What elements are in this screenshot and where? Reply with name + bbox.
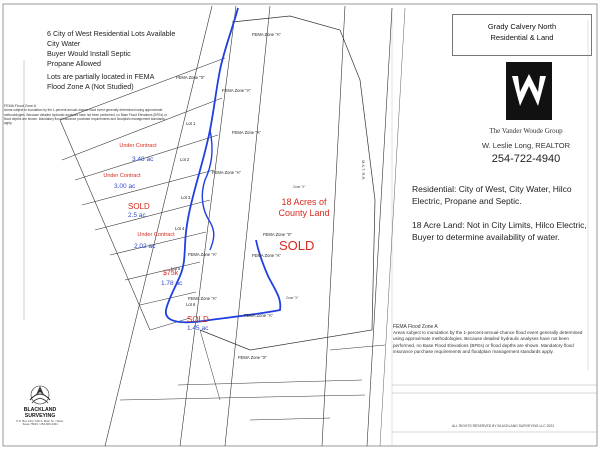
zone-label: Zone "X" <box>286 296 299 300</box>
surveyor-name-line: BLACKLAND <box>23 407 57 413</box>
lot-status: Under Contract <box>103 173 141 179</box>
surveyor-name-line: SURVEYING <box>24 413 56 419</box>
lot-status: SOLD <box>187 315 209 324</box>
lot-status: Under Contract <box>119 143 157 149</box>
fema-flood-line-branch <box>202 130 214 250</box>
page-subtitle: Residential & Land <box>490 33 554 42</box>
lot-acres: 2.02 ac <box>134 243 156 250</box>
vander-woude-logo <box>506 62 552 120</box>
zone-label: FEMA Zone "A" <box>244 313 274 318</box>
fema-notice-heading: FEMA Flood Zone A <box>393 324 438 330</box>
fema-notice-right <box>393 324 589 355</box>
lot-label: Lot 3 <box>181 195 191 200</box>
county-land-status: SOLD <box>279 238 315 253</box>
parcel-lines <box>120 330 385 420</box>
county-land-label <box>272 197 336 219</box>
zone-label: FEMA Zone "A" <box>252 253 282 258</box>
info-line: Propane Allowed <box>47 59 101 68</box>
lot-label: Lot 1 <box>186 121 196 126</box>
fema-flood-line <box>166 8 280 322</box>
zone-label: FEMA Zone "A" <box>212 170 242 175</box>
zone-label: FEMA Zone "A" <box>232 130 262 135</box>
county-land-title: 18 Acres of <box>281 197 327 207</box>
fema-notice-body: Areas subject to inundation by the 1-percent-annual-chance flood event generally determined using approximate methodologies. Because detailed hydraulic analyses have not been performed, no Base Flood Elevations (BFEs) or flood depths are shown. Mandatory flood insurance purchase requirements and floodplain management standards apply. <box>393 330 583 354</box>
zone-label: Zone "X" <box>293 185 306 189</box>
county-land-title: County Land <box>278 208 330 218</box>
zone-label: FEMA Zone "X" <box>263 232 293 237</box>
lot-acres: 1.78 ac <box>161 280 183 287</box>
info-line: Lots are partially located in FEMA <box>47 72 155 81</box>
fema-notice-left <box>4 104 172 125</box>
lot-label: Lot 4 <box>175 226 185 231</box>
lot-label: Lot 6 <box>186 302 196 307</box>
lot-acres: 3.48 ac <box>132 156 154 163</box>
surveyor-name <box>15 407 65 419</box>
rail-line-west <box>367 8 392 446</box>
w-logo-icon <box>506 62 552 120</box>
zone-label: FEMA Zone "A" <box>188 252 218 257</box>
page-title: Grady Calvery North <box>487 22 557 31</box>
lot-acres: 3.00 ac <box>114 183 136 190</box>
zone-label: FEMA Zone "A" <box>188 296 218 301</box>
info-line: Flood Zone A (Not Studied) <box>47 82 134 91</box>
property-line-west <box>225 6 270 446</box>
zone-label: FEMA Zone "X" <box>238 355 268 360</box>
lot-label: Lot 2 <box>180 157 190 162</box>
zone-label: FEMA Zone "A" <box>222 88 252 93</box>
agent-name: W. Leslie Long, REALTOR <box>481 141 571 150</box>
agent-group: The Vander Woude Group <box>489 127 563 135</box>
rail-line-east <box>380 8 405 446</box>
lot-status: $75k <box>163 270 179 277</box>
residential-text: Residential: City of West, City Water, Hilco Electric, Propane and Septic. <box>412 184 572 206</box>
acre-text: 18 Acre Land: Not in City Limits, Hilco Electric, Buyer to determine availability of water. <box>412 220 587 242</box>
property-line-mid <box>322 6 345 446</box>
lot-label: Lot 5 <box>171 266 181 271</box>
railroad-label: M.K.T. R.R. <box>361 160 366 181</box>
lot-info-block <box>47 29 175 92</box>
blackland-logo-icon <box>30 394 50 403</box>
info-line: Buyer Would Install Septic <box>47 49 131 58</box>
fema-notice-body: Areas subject to inundation by the 1-percent-annual-chance flood event generally determined using approximate methodologies. Because detailed hydraulic analyses have not been performed, no Base Flood Elevations (BFEs) or flood depths are shown. Mandatory flood insurance purchase requirements and floodplain management standards apply. <box>4 108 168 126</box>
lot-status: SOLD <box>128 202 150 211</box>
lot-acres: 2.5 ac <box>128 212 146 219</box>
lot-status: Under Contract <box>137 232 175 238</box>
zone-label: FEMA Zone "X" <box>176 75 206 80</box>
info-line: City Water <box>47 39 81 48</box>
agent-phone[interactable]: 254-722-4940 <box>491 153 561 165</box>
surveyor-address: P.O. Box 154 / 108 S. Main St. / West, Texas 76691 / 254-826-3334 <box>16 419 64 427</box>
fema-notice-heading: FEMA Flood Zone A <box>4 104 37 108</box>
lot-acres: 1.45 ac <box>187 325 209 332</box>
rights-notice: ALL RIGHTS RESERVED BY BLACKLAND SURVEYING LLC 2022 <box>452 424 555 428</box>
title-box <box>452 14 592 56</box>
zone-label: FEMA Zone "A" <box>252 32 282 37</box>
info-line: 6 City of West Residential Lots Available <box>47 29 176 38</box>
